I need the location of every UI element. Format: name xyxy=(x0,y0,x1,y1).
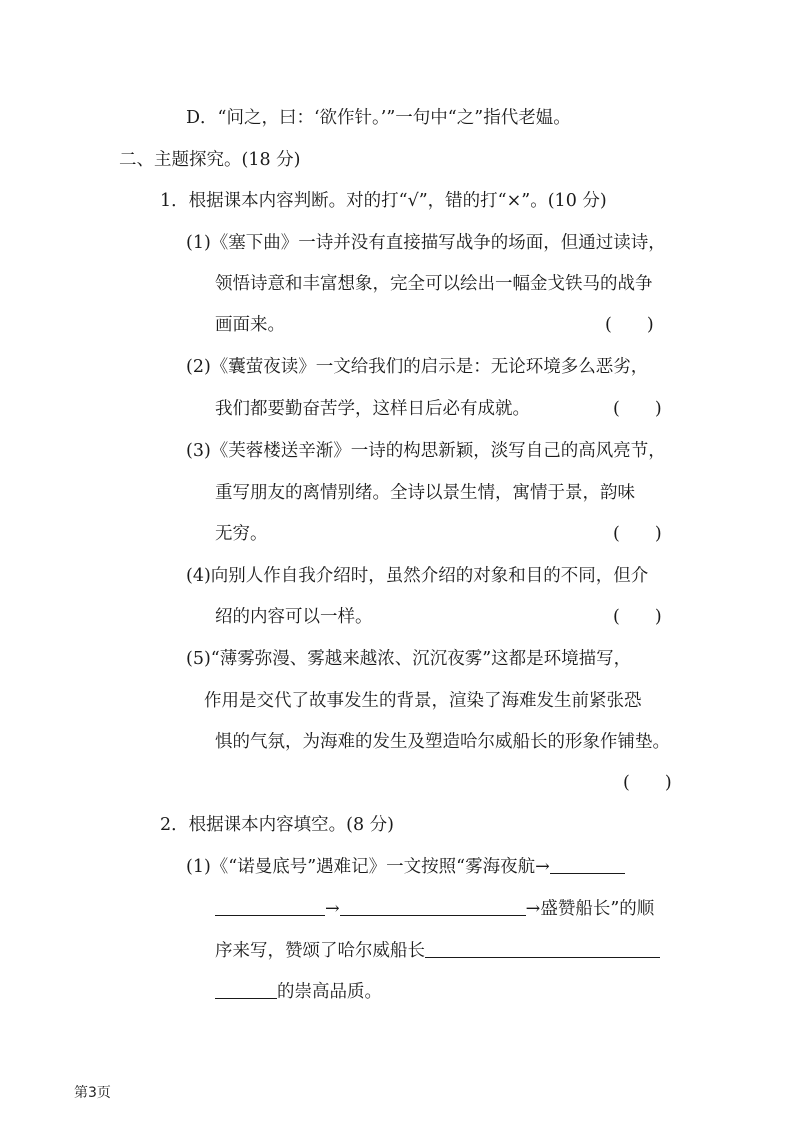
fill-line-4-text: 的崇高品质。 xyxy=(277,982,382,1002)
fill-line-2 xyxy=(215,897,654,921)
answer-parentheses-3[interactable]: ( ) xyxy=(613,524,662,544)
fill-line-1-text: (1)《“诺曼底号”遇难记》一文按照“雾海夜航→ xyxy=(186,857,550,877)
blank-1[interactable] xyxy=(550,855,625,874)
item-3-line-1: (3)《芙蓉楼送辛渐》一诗的构思新颖，淡写自己的高风亮节， xyxy=(186,441,666,461)
fill-line-3-text: 序来写，赞颂了哈尔威船长 xyxy=(215,941,425,961)
answer-parentheses-2[interactable]: ( ) xyxy=(613,399,662,419)
item-4-line-2: 绍的内容可以一样。 xyxy=(215,607,373,627)
item-5-line-1: (5)“薄雾弥漫、雾越来越浓、沉沉夜雾”这都是环境描写， xyxy=(186,649,632,669)
fill-line-3 xyxy=(215,939,660,963)
item-5-line-3: 惧的气氛，为海难的发生及塑造哈尔威船长的形象作铺垫。 xyxy=(215,732,670,752)
item-4-line-1: (4)向别人作自我介绍时，虽然介绍的对象和目的不同，但介 xyxy=(186,566,649,586)
page-number: 第3页 xyxy=(74,1085,111,1101)
blank-5[interactable] xyxy=(215,980,277,999)
fill-line-2-text: →盛赞船长”的顺 xyxy=(525,899,655,919)
option-d: D．“问之，曰：‘欲作针。’”一句中“之”指代老媪。 xyxy=(186,108,571,128)
item-3-line-2: 重写朋友的离情别绪。全诗以景生情，寓情于景，韵味 xyxy=(215,483,635,503)
item-1-line-3: 画面来。 xyxy=(215,315,285,335)
answer-parentheses-5[interactable]: ( ) xyxy=(623,773,672,793)
item-5-line-2: 作用是交代了故事发生的背景，渲染了海难发生前紧张恐 xyxy=(204,691,642,711)
item-1-line-2: 领悟诗意和丰富想象，完全可以绘出一幅金戈铁马的战争 xyxy=(215,274,653,294)
section-2-title: 二、主题探究。(18 分) xyxy=(119,150,301,170)
fill-line-4 xyxy=(215,980,382,1004)
blank-2[interactable] xyxy=(215,897,325,916)
item-2-line-2: 我们都要勤奋苦学，这样日后必有成就。 xyxy=(215,399,530,419)
item-2-line-1: (2)《囊萤夜读》一文给我们的启示是：无论环境多么恶劣， xyxy=(186,357,649,377)
item-3-line-3: 无穷。 xyxy=(215,524,268,544)
answer-parentheses-1[interactable]: ( ) xyxy=(605,315,654,335)
fill-line-1 xyxy=(186,855,625,879)
blank-3[interactable] xyxy=(340,897,526,916)
blank-4[interactable] xyxy=(425,939,660,958)
question-2-title: 2．根据课本内容填空。(8 分) xyxy=(160,815,394,835)
answer-parentheses-4[interactable]: ( ) xyxy=(613,607,662,627)
arrow-symbol: → xyxy=(325,899,340,919)
item-1-line-1: (1)《塞下曲》一诗并没有直接描写战争的场面，但通过读诗， xyxy=(186,233,666,253)
question-1-title: 1．根据课本内容判断。对的打“√”，错的打“×”。(10 分) xyxy=(160,191,607,211)
